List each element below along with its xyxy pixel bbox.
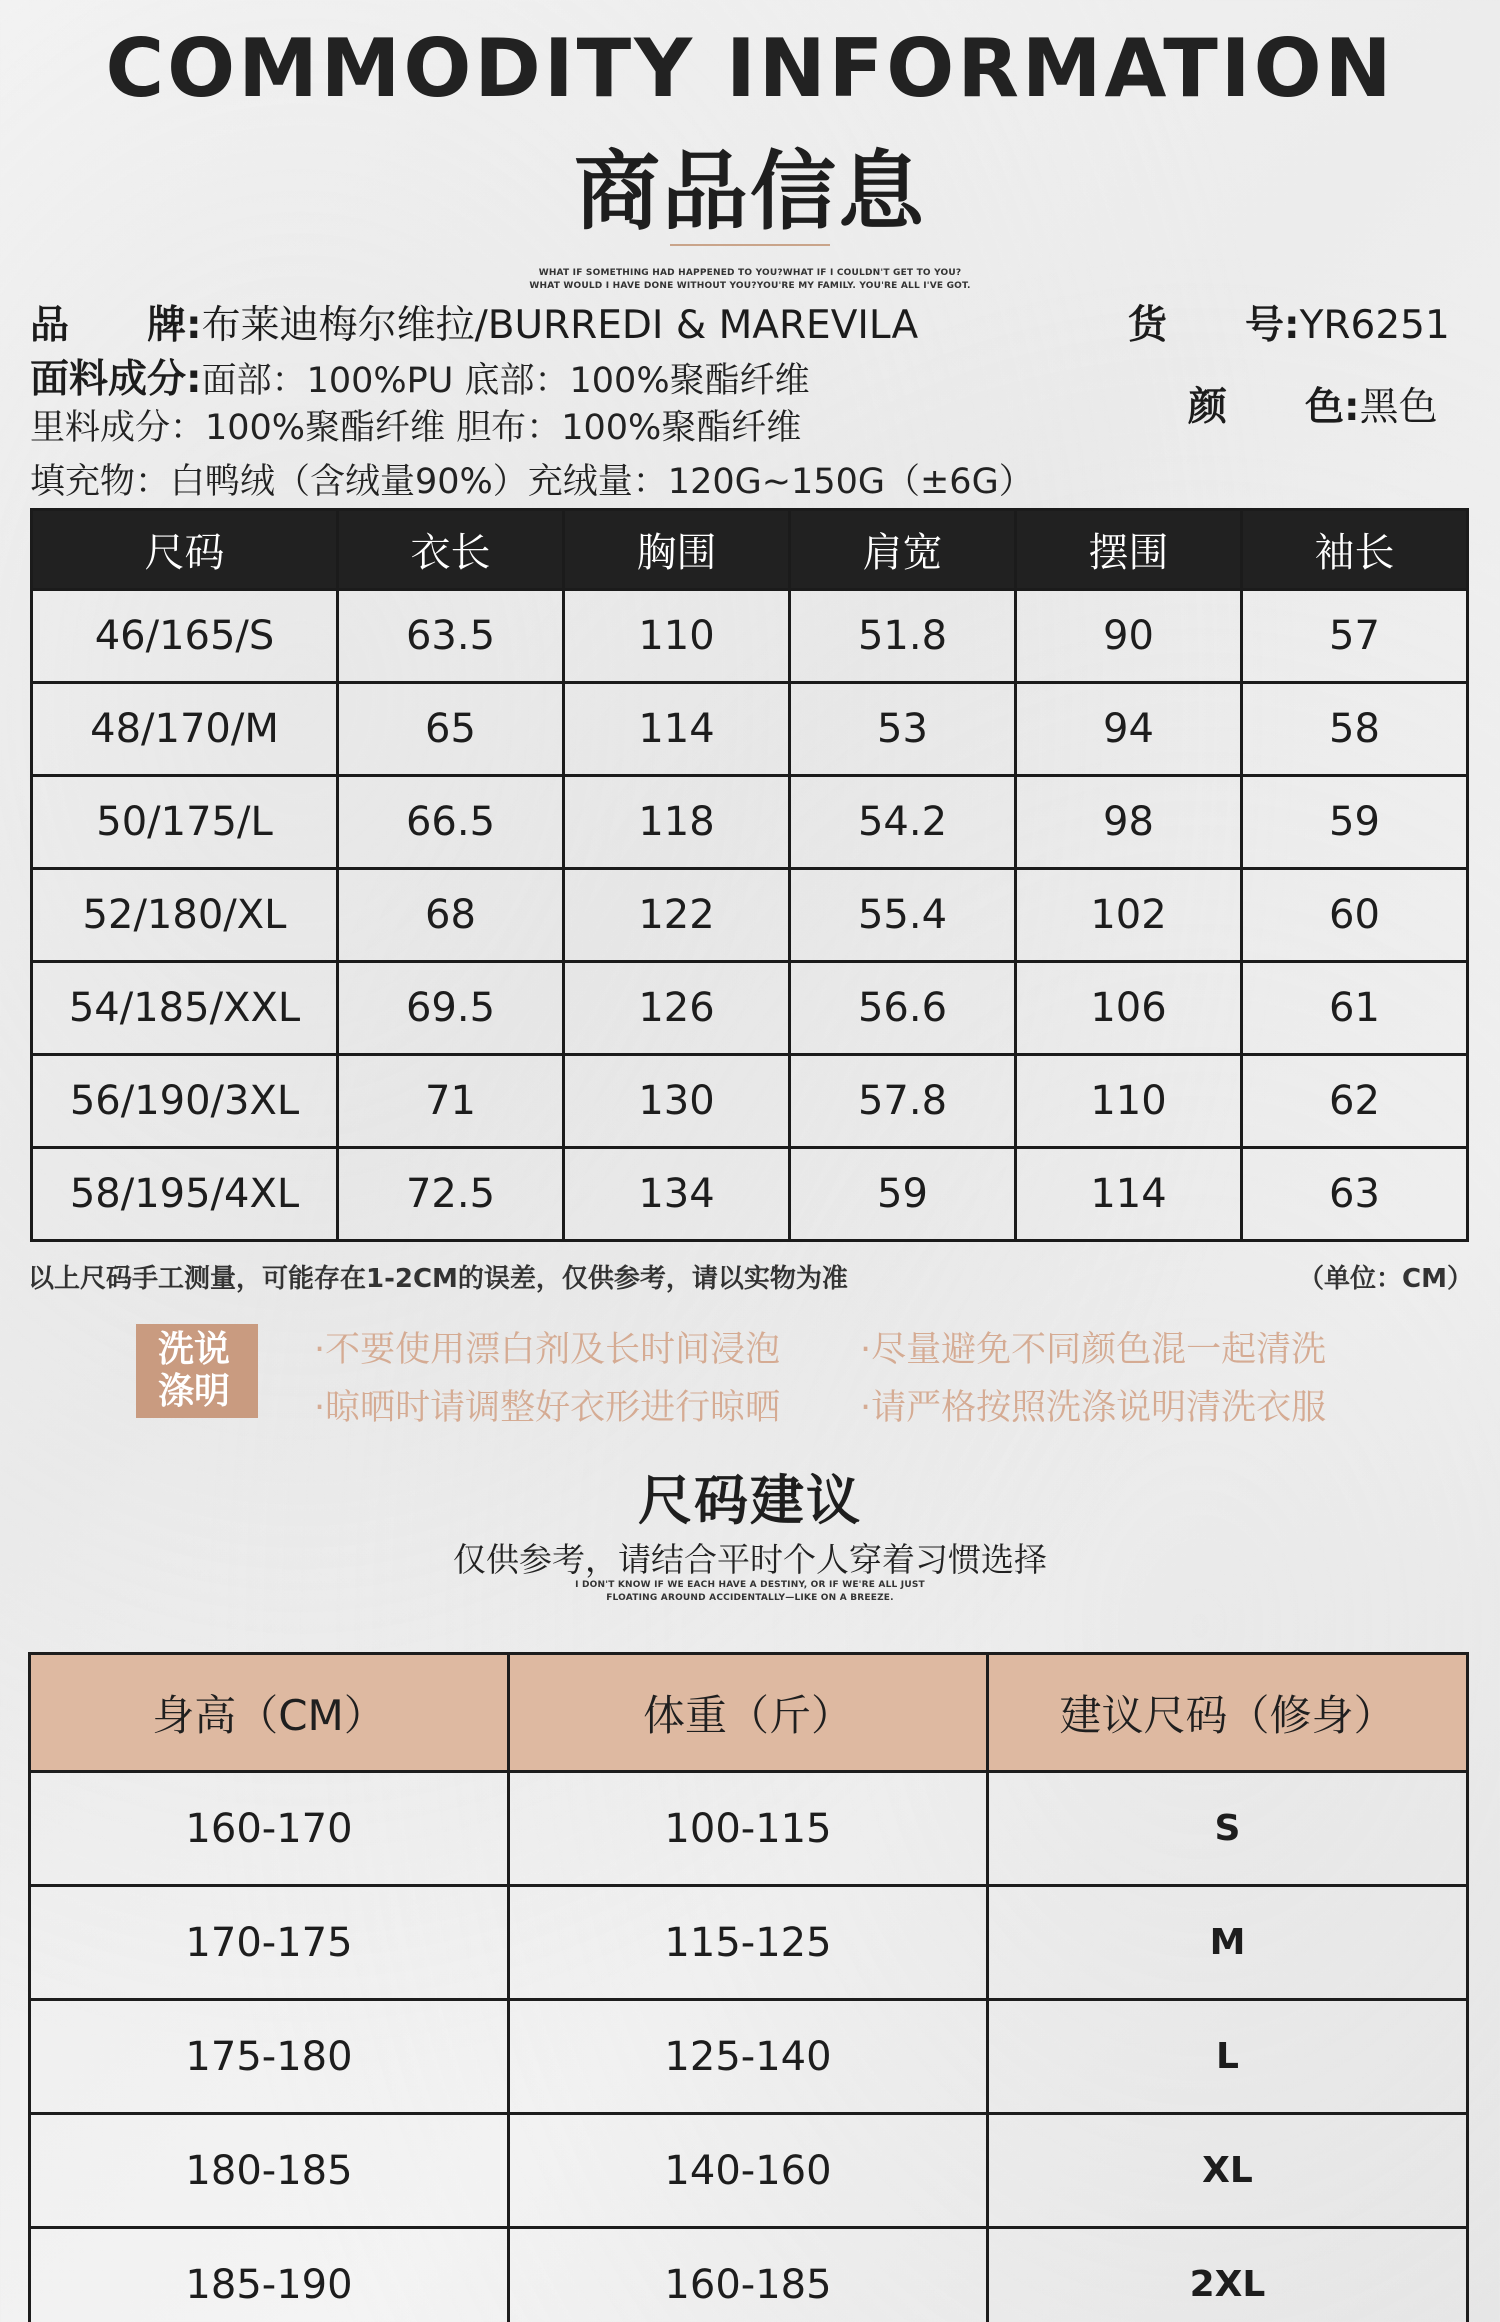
brand-value: 布莱迪梅尔维拉/BURREDI & MAREVILA	[201, 303, 919, 348]
brand-label: 品 牌:	[30, 303, 202, 348]
wash-tip: ·尽量避免不同颜色混一起清洗	[860, 1330, 1327, 1370]
table-cell: S	[988, 1772, 1468, 1886]
color-value: 黑色	[1359, 385, 1438, 430]
table-cell: 50/175/L	[32, 776, 338, 869]
table-cell: 54/185/XXL	[32, 962, 338, 1055]
column-header: 肩宽	[790, 510, 1016, 590]
table-cell: 52/180/XL	[32, 869, 338, 962]
item-number-row	[1128, 294, 1450, 350]
wash-tip: ·晾晒时请调整好衣形进行晾晒	[314, 1388, 781, 1428]
table-cell: 170-175	[30, 1886, 509, 2000]
table-cell: 56.6	[790, 962, 1016, 1055]
table-cell: 115-125	[509, 1886, 988, 2000]
table-cell: 58/195/4XL	[32, 1148, 338, 1241]
chinese-title: 商品信息	[574, 142, 926, 242]
item-number-value: YR6251	[1299, 303, 1450, 348]
table-row	[30, 2114, 1468, 2228]
table-cell: L	[988, 2000, 1468, 2114]
table-cell: 160-170	[30, 1772, 509, 1886]
table-row	[30, 2000, 1468, 2114]
table-cell: 185-190	[30, 2228, 509, 2322]
fabric-value: 面部：100%PU 底部：100%聚酯纤维	[201, 361, 810, 401]
table-cell: 48/170/M	[32, 683, 338, 776]
table-cell: 72.5	[338, 1148, 564, 1241]
fabric-row	[30, 348, 810, 404]
column-header: 尺码	[32, 510, 338, 590]
table-cell: 59	[1242, 776, 1468, 869]
table-cell: 69.5	[338, 962, 564, 1055]
color-label: 颜 色:	[1188, 385, 1360, 430]
table-cell: 126	[564, 962, 790, 1055]
table-cell: 114	[1016, 1148, 1242, 1241]
lining-composition: 里料成分：100%聚酯纤维 胆布：100%聚酯纤维	[30, 408, 802, 448]
column-header: 衣长	[338, 510, 564, 590]
table-cell: 62	[1242, 1055, 1468, 1148]
table-cell: 71	[338, 1055, 564, 1148]
size-chart-table	[30, 508, 1469, 1242]
table-cell: 106	[1016, 962, 1242, 1055]
unit-note: （单位：CM）	[1298, 1264, 1473, 1294]
table-cell: 160-185	[509, 2228, 988, 2322]
table-cell: 63.5	[338, 590, 564, 683]
item-number-label: 货 号:	[1128, 303, 1300, 348]
size-chart-header-row	[32, 510, 1468, 590]
size-advice-subtitle: 仅供参考，请结合平时个人穿着习惯选择	[453, 1540, 1047, 1579]
table-cell: 57	[1242, 590, 1468, 683]
table-row	[32, 590, 1468, 683]
table-cell: 65	[338, 683, 564, 776]
recommendation-header-row	[30, 1654, 1468, 1772]
table-cell: 114	[564, 683, 790, 776]
table-row	[32, 869, 1468, 962]
table-cell: 102	[1016, 869, 1242, 962]
size-recommendation-table	[28, 1652, 1469, 2322]
size-advice-title: 尺码建议	[638, 1469, 862, 1532]
table-cell: 55.4	[790, 869, 1016, 962]
table-cell: 57.8	[790, 1055, 1016, 1148]
table-cell: 130	[564, 1055, 790, 1148]
table-cell: 180-185	[30, 2114, 509, 2228]
column-header: 体重（斤）	[509, 1654, 988, 1772]
table-row	[30, 1886, 1468, 2000]
table-cell: 110	[564, 590, 790, 683]
wash-instructions-badge	[136, 1324, 258, 1418]
table-cell: 51.8	[790, 590, 1016, 683]
table-cell: M	[988, 1886, 1468, 2000]
table-cell: 98	[1016, 776, 1242, 869]
table-cell: 100-115	[509, 1772, 988, 1886]
table-cell: 94	[1016, 683, 1242, 776]
table-row	[32, 1055, 1468, 1148]
measurement-note: 以上尺码手工测量，可能存在1-2CM的误差，仅供参考，请以实物为准	[28, 1264, 848, 1294]
table-cell: 63	[1242, 1148, 1468, 1241]
table-cell: 90	[1016, 590, 1242, 683]
decorative-tagline-2: WHAT WOULD I HAVE DONE WITHOUT YOU?YOU'RE MY FAMILY. YOU'RE ALL I'VE GOT.	[529, 281, 971, 291]
table-row	[30, 1772, 1468, 1886]
table-cell: 140-160	[509, 2114, 988, 2228]
table-row	[32, 1148, 1468, 1241]
decorative-tagline-3: I DON'T KNOW IF WE EACH HAVE A DESTINY, OR IF WE'RE ALL JUST	[575, 1580, 925, 1590]
table-cell: 61	[1242, 962, 1468, 1055]
table-cell: 175-180	[30, 2000, 509, 2114]
table-row	[30, 2228, 1468, 2322]
table-cell: 2XL	[988, 2228, 1468, 2322]
wash-tip: ·不要使用漂白剂及长时间浸泡	[314, 1330, 781, 1370]
table-cell: 46/165/S	[32, 590, 338, 683]
table-cell: 110	[1016, 1055, 1242, 1148]
filling-composition: 填充物：白鸭绒（含绒量90%）充绒量：120G~150G（±6G）	[30, 462, 1034, 502]
column-header: 建议尺码（修身）	[988, 1654, 1468, 1772]
badge-line-1: 洗说	[158, 1329, 231, 1370]
table-cell: 125-140	[509, 2000, 988, 2114]
table-cell: 59	[790, 1148, 1016, 1241]
table-cell: 134	[564, 1148, 790, 1241]
english-title: COMMODITY INFORMATION	[105, 22, 1395, 115]
table-row	[32, 776, 1468, 869]
column-header: 袖长	[1242, 510, 1468, 590]
table-cell: 122	[564, 869, 790, 962]
decorative-tagline-1: WHAT IF SOMETHING HAD HAPPENED TO YOU?WHAT IF I COULDN'T GET TO YOU?	[538, 268, 962, 278]
decorative-tagline-4: FLOATING AROUND ACCIDENTALLY—LIKE ON A BREEZE.	[606, 1593, 894, 1603]
badge-line-2: 涤明	[158, 1371, 231, 1412]
table-cell: XL	[988, 2114, 1468, 2228]
column-header: 摆围	[1016, 510, 1242, 590]
table-cell: 66.5	[338, 776, 564, 869]
title-divider	[670, 244, 830, 246]
brand-row	[30, 294, 918, 350]
column-header: 胸围	[564, 510, 790, 590]
fabric-label: 面料成分:	[30, 357, 202, 402]
table-cell: 60	[1242, 869, 1468, 962]
color-row	[1188, 376, 1438, 432]
table-row	[32, 962, 1468, 1055]
table-cell: 118	[564, 776, 790, 869]
wash-tip: ·请严格按照洗涤说明清洗衣服	[860, 1388, 1327, 1428]
column-header: 身高（CM）	[30, 1654, 509, 1772]
table-cell: 58	[1242, 683, 1468, 776]
table-cell: 56/190/3XL	[32, 1055, 338, 1148]
table-cell: 68	[338, 869, 564, 962]
table-cell: 53	[790, 683, 1016, 776]
table-row	[32, 683, 1468, 776]
table-cell: 54.2	[790, 776, 1016, 869]
